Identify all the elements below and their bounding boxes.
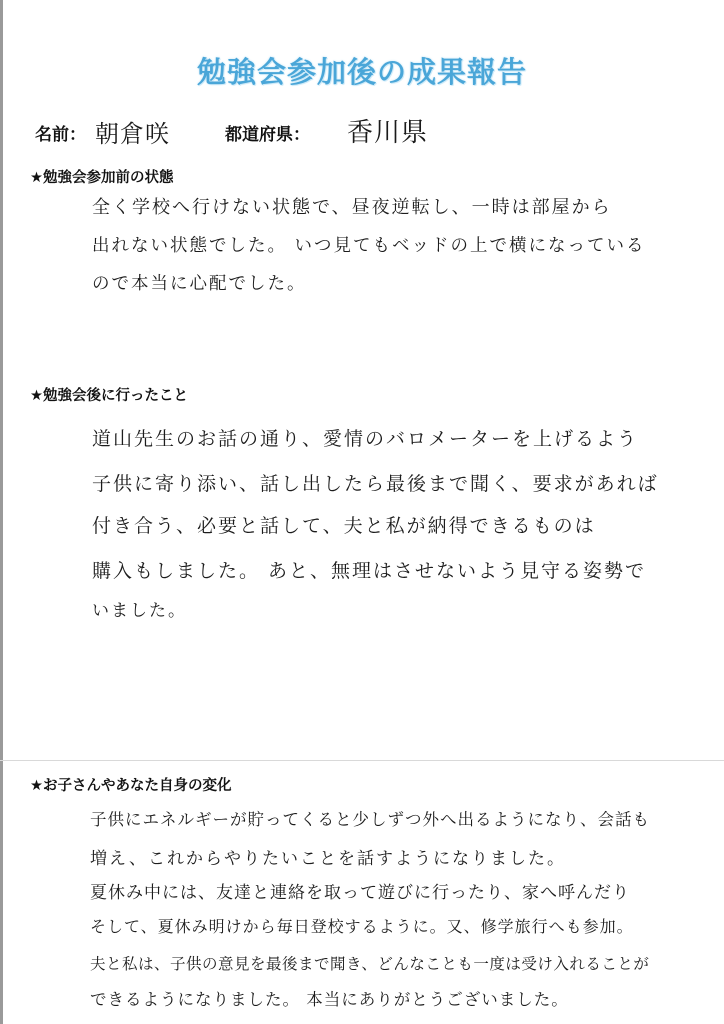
- info-row: [35, 112, 695, 148]
- section-actions-line: 付き合う、必要と話して、夫と私が納得できるものは: [92, 515, 596, 537]
- section-before-line: 全く学校へ行けない状態で、昼夜逆転し、一時は部屋から: [92, 197, 612, 218]
- page-title: 勉強会参加後の成果報告: [196, 55, 527, 89]
- section-changes-line: 増え、これからやりたいことを話すようになりました。: [90, 849, 567, 869]
- section-before-line: ので本当に心配でした。: [92, 274, 307, 294]
- name-label: 名前：: [35, 125, 86, 145]
- fold-divider: [0, 760, 724, 761]
- section-changes-line: 夏休み中には、友達と連絡を取って遊びに行ったり、家へ呼んだり: [90, 883, 630, 903]
- section-actions-line: 購入もしました。 あと、無理はさせないよう見守る姿勢で: [92, 560, 647, 582]
- section-actions-line: いました。: [92, 601, 187, 621]
- prefecture-value: 香川県: [347, 118, 429, 148]
- prefecture-label: 都道府県：: [225, 125, 310, 145]
- section-changes-line: そして、夏休み明けから毎日登校するように。又、修学旅行へも参加。: [90, 917, 634, 936]
- section-heading-actions: ★勉強会後に行ったこと: [30, 388, 188, 404]
- section-heading-changes: ★お子さんやあなた自身の変化: [30, 778, 232, 794]
- section-changes-line: 夫と私は、子供の意見を最後まで聞き、どんなことも一度は受け入れることが: [90, 955, 650, 973]
- name-value: 朝倉咲: [95, 120, 170, 148]
- section-changes-line: できるようになりました。 本当にありがとうございました。: [90, 990, 569, 1009]
- scan-edge: [0, 0, 3, 1024]
- section-actions-line: 子供に寄り添い、話し出したら最後まで聞く、要求があれば: [92, 473, 659, 495]
- section-changes-line: 子供にエネルギーが貯ってくると少しずつ外へ出るようになり、会話も: [90, 810, 650, 829]
- section-heading-before: ★勉強会参加前の状態: [30, 170, 174, 186]
- section-before-line: 出れない状態でした。 いつ見てもベッドの上で横になっている: [92, 236, 646, 256]
- section-actions-line: 道山先生のお話の通り、愛情のバロメーターを上げるよう: [92, 428, 639, 450]
